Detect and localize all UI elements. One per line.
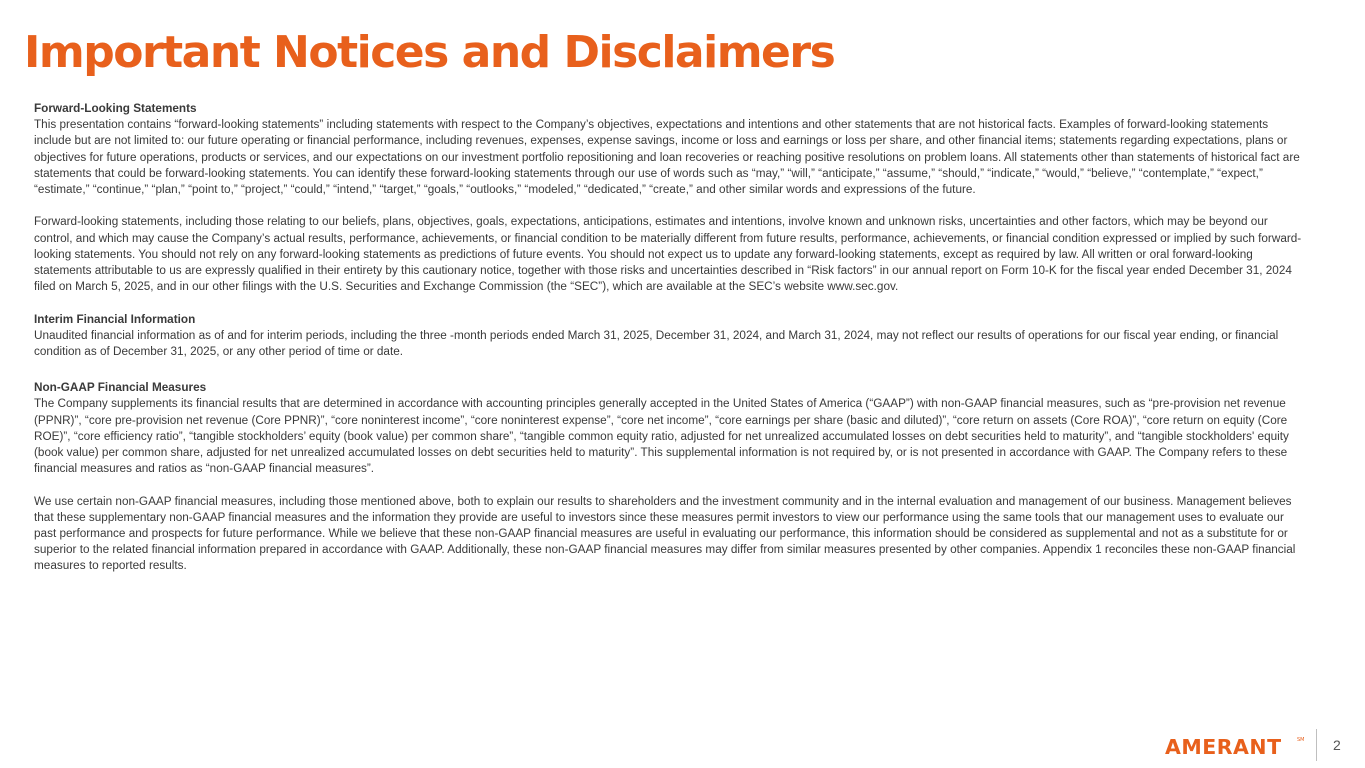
logo-wordmark: AMERANT [1165, 735, 1282, 757]
amerant-logo-mark [1165, 735, 1307, 757]
footer-divider [1316, 729, 1317, 761]
section-heading-forward-looking: Forward-Looking Statements [34, 102, 197, 115]
amerant-logo [1165, 735, 1307, 762]
paragraph-non-gaap-2: We use certain non-GAAP financial measures, including those mentioned above, both to explain our results to shareholders and the investment community and in the internal evaluation and management of our business. Management believes that these supplementary non-GAAP financial measures and the information they provide are useful to investors since these measures permit investors to view our performance using the same tools that our management uses to evaluate our past performance and prospects for future performance. While we believe that these non-GAAP financial measures are useful in evaluating our performance, this information should be considered as supplemental and not as a substitute for or superior to the related financial information prepared in accordance with GAAP. Additionally, these non-GAAP financial measures may differ from similar measures presented by other companies. Appendix 1 reconciles these non-GAAP financial measures to reported results. [34, 494, 1296, 573]
paragraph-forward-looking-1: This presentation contains “forward-looking statements” including statements with respect to the Company’s objectives, expectations and intentions and other statements that are not historical facts. Examples of forward-looking statements include but are not limited to: our future operating or financial performance, including revenues, expenses, expense savings, income or loss and earnings or loss per share, and other financial items; statements regarding expectations, plans or objectives for future operations, products or services, and our expectations on our investment portfolio repositioning and loan recoveries or reaching positive resolutions on problem loans. All statements other than statements of historical fact are statements that could be forward-looking statements. You can identify these forward-looking statements through our use of words such as “may,” “will,” “anticipate,” “assume,” “should,” “indicate,” “would,” “believe,” “contemplate,” “expect,” “estimate,” “continue,” “plan,” “point to,” “project,” “could,” “intend,” “target,” “goals,” “outlooks,” “modeled,” “dedicated,” “create,” and other similar words and expressions of the future. [34, 118, 1300, 197]
disclaimer-body [34, 101, 1304, 575]
section-heading-interim: Interim Financial Information [34, 312, 196, 326]
page-number: 2 [1333, 737, 1341, 753]
logo-service-mark: SM [1297, 737, 1305, 743]
paragraph-forward-looking-2: Forward-looking statements, including those relating to our beliefs, plans, objectives, goals, expectations, anticipations, estimates and intentions, involve known and unknown risks, uncertainties and other factors, which may be beyond our control, and which may cause the Company’s actual results, performance, achievements, or financial condition to be materially different from future results, performance, achievements, or financial condition expressed or implied by such forward-looking statements. You should not rely on any forward-looking statements as predictions of future events. You should not expect us to update any forward-looking statements, except as required by law. All written or oral forward-looking statements attributable to us are expressly qualified in their entirety by this cautionary notice, together with those risks and uncertainties described in “Risk factors” in our annual report on Form 10-K for the fiscal year ended December 31, 2024 filed on March 5, 2025, and in our other filings with the U.S. Securities and Exchange Commission (the “SEC”), which are available at the SEC’s website www.sec.gov. [34, 215, 1302, 294]
paragraph-non-gaap-1: The Company supplements its financial results that are determined in accordance with accounting principles generally accepted in the United States of America (“GAAP”) with non-GAAP financial measures, such as “pre-provision net revenue (PPNR)”, “core pre-provision net revenue (Core PPNR)”, “core noninterest income”, “core noninterest expense”, “core net income”, “core earnings per share (basic and diluted)”, “core return on assets (Core ROA)”, “core return on equity (Core ROE)”, “core efficiency ratio”, “tangible stockholders’ equity (book value) per common share”, “tangible common equity ratio, adjusted for net unrealized accumulated losses on debt securities held to maturity”, and “tangible stockholders' equity (book value) per common share, adjusted for net unrealized accumulated losses on debt securities held to maturity”. This supplemental information is not required by, or is not presented in accordance with GAAP. The Company refers to these financial measures and ratios as “non-GAAP financial measures”. [34, 397, 1289, 476]
page-title: Important Notices and Disclaimers [24, 27, 835, 78]
section-heading-non-gaap: Non-GAAP Financial Measures [34, 381, 207, 395]
paragraph-interim-1: Unaudited financial information as of and for interim periods, including the three -month periods ended March 31, 2025, December 31, 2024, and March 31, 2024, may not reflect our results of operations for our fiscal year ending, or financial condition as of December 31, 2025, or any other period of time or date. [34, 328, 1279, 359]
